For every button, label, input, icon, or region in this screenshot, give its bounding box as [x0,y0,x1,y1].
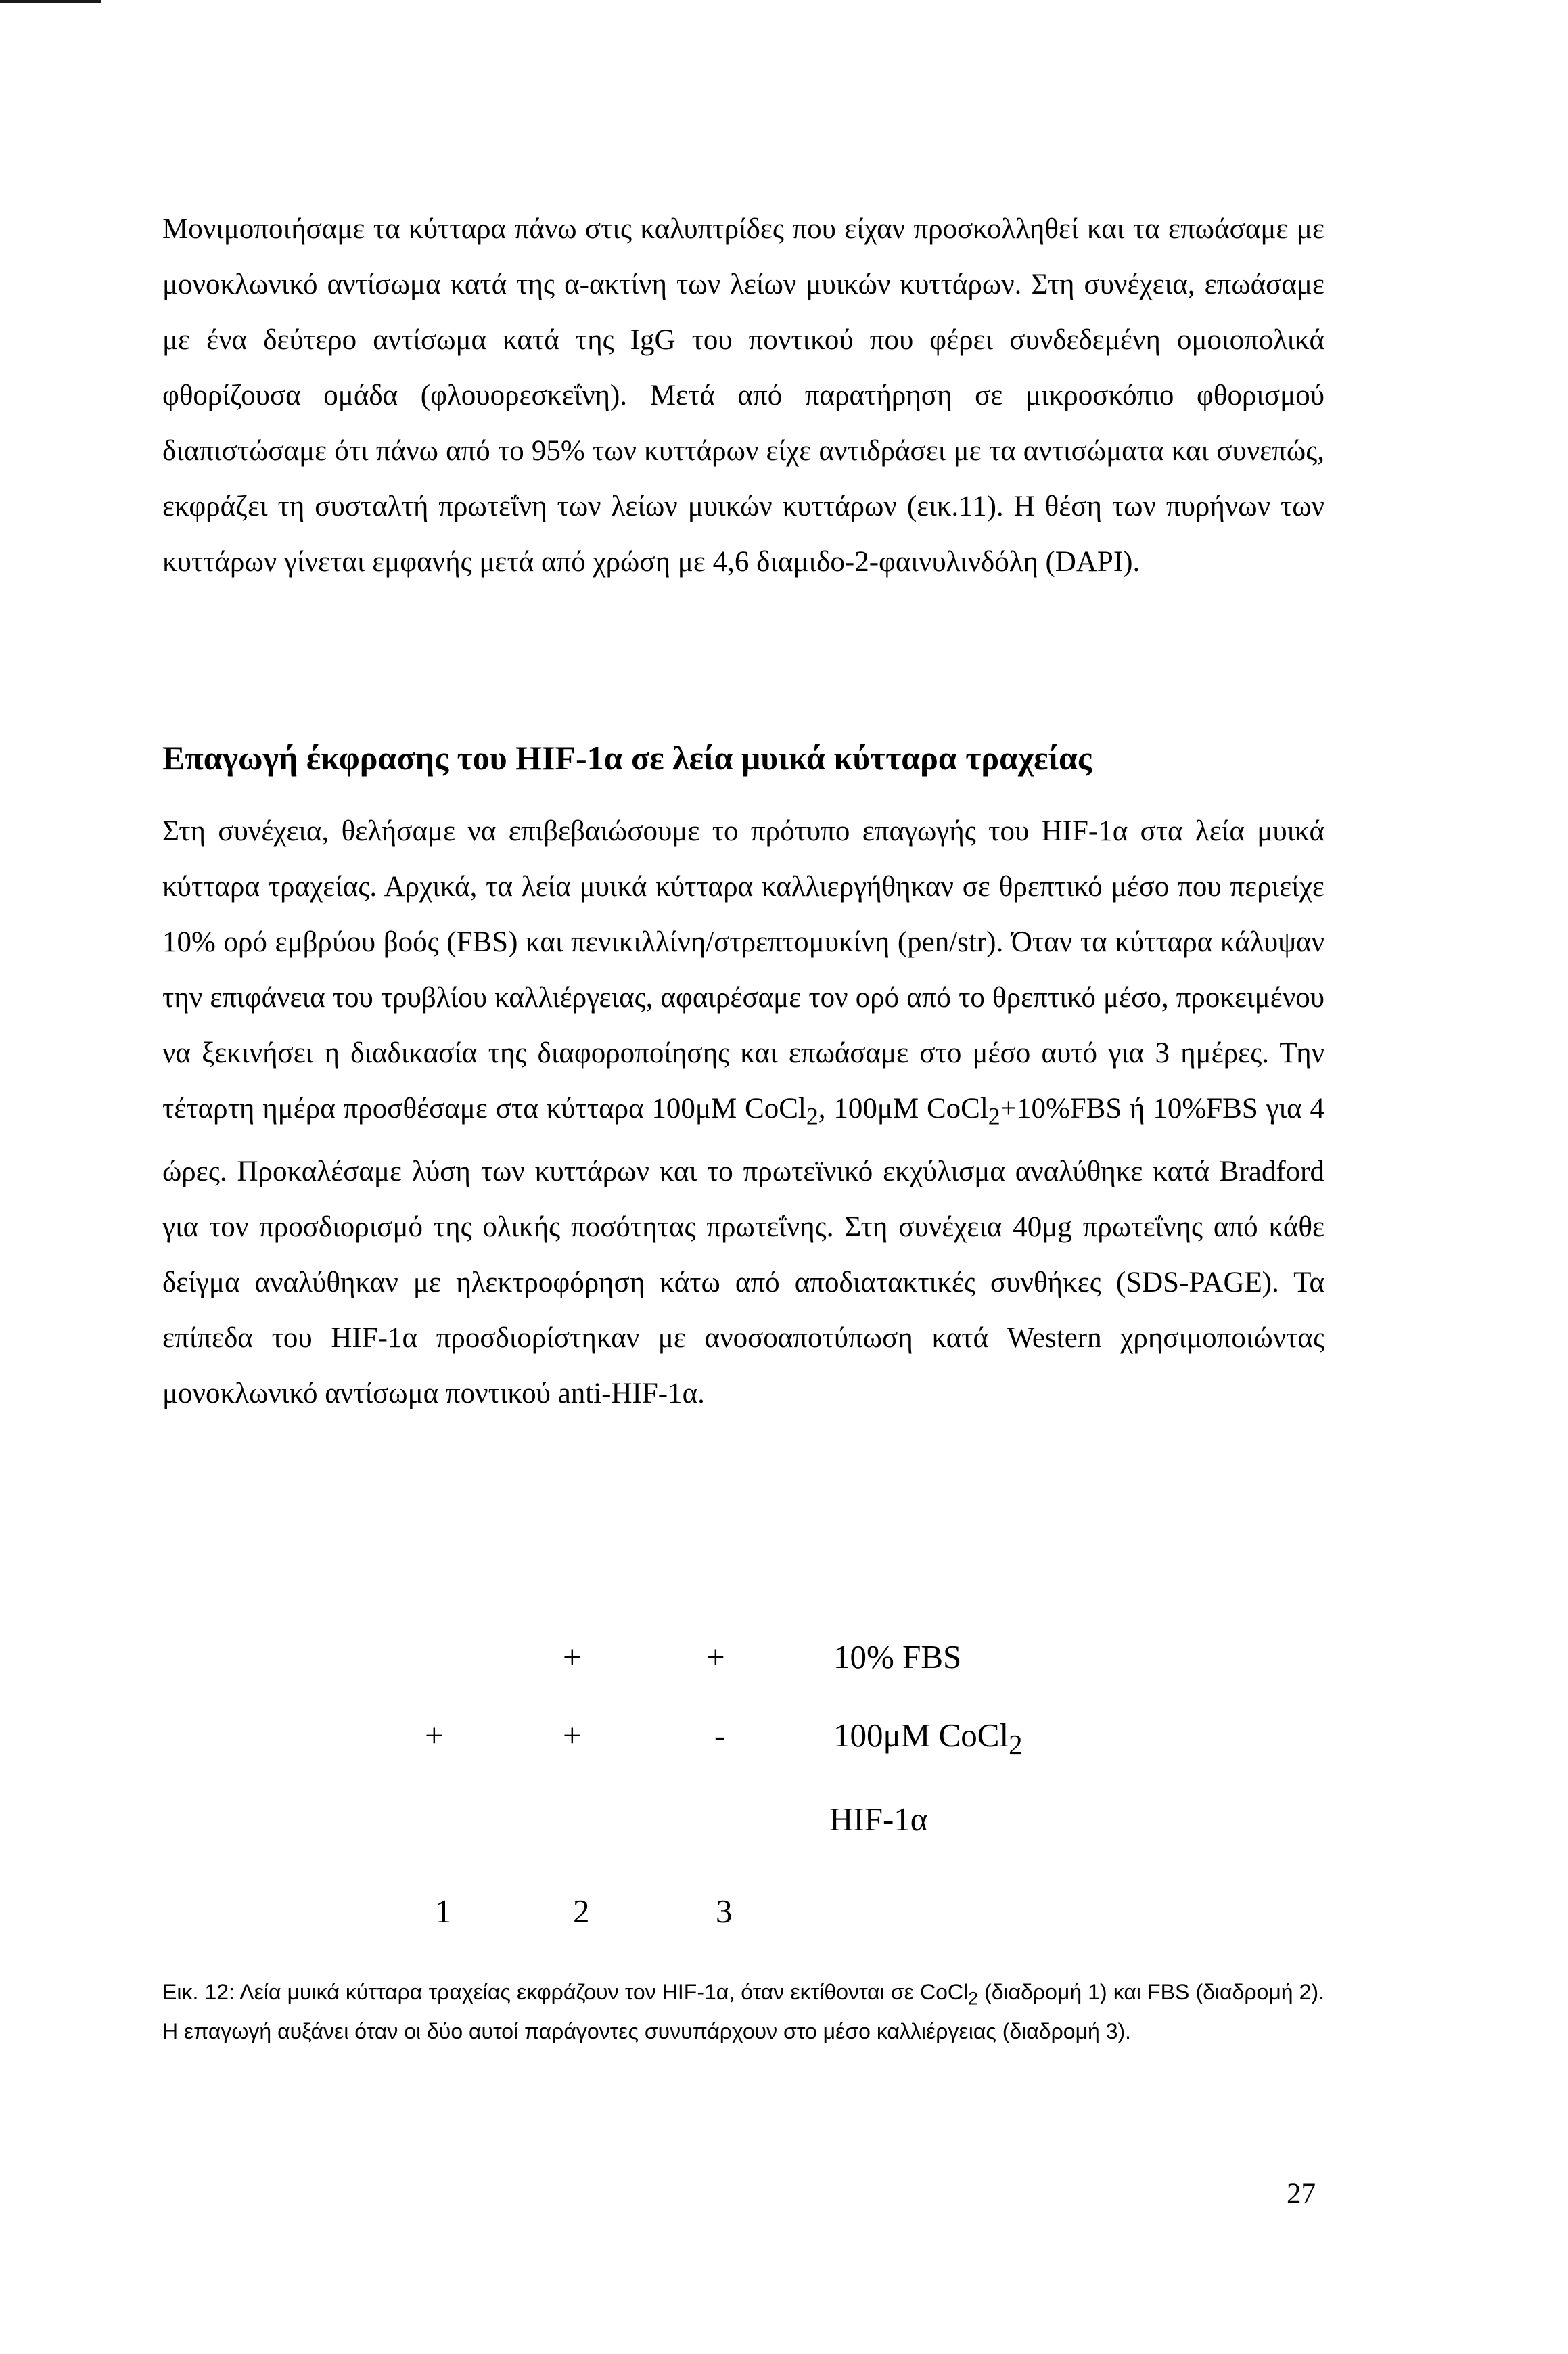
paragraph-text: Στη συνέχεια, θελήσαμε να επιβεβαιώσουμε το πρότυπο επαγωγής του HIF-1α στα λεία μυικά κύτταρα τραχείας. Αρχικά, τα λεία μυικά κύτταρα καλλιεργήθηκαν σε θρεπτικό μέσο που περιείχε 10% ορό εμβρύου βοός (FBS) και πενικιλλίνη/στρεπτομυκίνη (pen/str). Όταν τα κύτταρα κάλυψαν την επιφάνεια του τρυβλίου καλλιέργειας, αφαιρέσαμε τον ορό από το θρεπτικό μέσο, προκειμένου να ξεκινήσει η διαδικασία της διαφοροποίησης και επωάσαμε στο μέσο αυτό για 3 ημέρες. Την τέταρτη ημέρα προσθέσαμε στα κύτταρα 100μΜ CoCl [162,815,1324,1125]
cocl2-row-label [833,1716,1023,1761]
band-label: HIF-1α [829,1801,928,1838]
cocl2-mark-lane-3: - [714,1717,726,1754]
paragraph-text: , 100μΜ CoCl [818,1093,988,1125]
page-number: 27 [1287,2178,1316,2210]
cocl2-mark-lane-2: + [563,1717,582,1754]
figure-caption [162,1976,1324,2048]
caption-label: Εικ. 12 [162,1980,229,2004]
subscript: 2 [1009,1729,1023,1760]
cocl2-mark-lane-1: + [425,1717,444,1754]
caption-text: (διαδρομή 1) και FBS (διαδρομή 2). Η επαγωγή αυξάνει όταν οι δύο αυτοί παράγοντες συνυπάρχουν στο μέσο καλλιέργειας (διαδρομή 3). [162,1980,1324,2044]
caption-text: : Λεία μυικά κύτταρα τραχείας εκφράζουν τον HIF-1α, όταν εκτίθονται σε CoCl [229,1980,969,2004]
scan-edge-mark [0,0,101,3]
subscript: 2 [988,1102,1000,1130]
fbs-row-label: 10% FBS [833,1638,962,1675]
subscript: 2 [806,1102,818,1130]
western-blot-figure [0,1637,1568,1962]
fbs-mark-lane-3: + [706,1638,725,1675]
paragraph-text: +10%FBS ή 10%FBS για 4 ώρες. Προκαλέσαμε λύση των κυττάρων και το πρωτεϊνικό εκχύλισμα αναλύθηκε κατά Bradford για τον προσδιορισμό της ολικής ποσότητας πρωτεΐνης. Στη συνέχεια 40μg πρωτεΐνης από κάθε δείγμα αναλύθηκαν με ηλεκτροφόρηση κάτω από αποδιατακτικές συνθήκες (SDS-PAGE). Τα επίπεδα του HIF-1α προσδιορίστηκαν με ανοσοαποτύπωση κατά Western χρησιμοποιώντας μονοκλωνικό αντίσωμα ποντικού anti-HIF-1α. [162,1093,1324,1409]
lane-number-3: 3 [716,1893,733,1930]
paragraph-hif-induction [162,804,1324,1422]
paragraph-immunofluorescence: Μονιμοποιήσαμε τα κύτταρα πάνω στις καλυπτρίδες που είχαν προσκολληθεί και τα επωάσαμε με μονοκλωνικό αντίσωμα κατά της α-ακτίνη των λείων μυικών κυττάρων. Στη συνέχεια, επωάσαμε με ένα δεύτερο αντίσωμα κατά της IgG του ποντικού που φέρει συνδεδεμένη ομοιοπολικά φθορίζουσα ομάδα (φλουορεσκεΐνη). Μετά από παρατήρηση σε μικροσκόπιο φθορισμού διαπιστώσαμε ότι πάνω από το 95% των κυττάρων είχε αντιδράσει με τα αντισώματα και συνεπώς, εκφράζει τη συσταλτή πρωτεΐνη των λείων μυικών κυττάρων (εικ.11). Η θέση των πυρήνων των κυττάρων γίνεται εμφανής μετά από χρώση με 4,6 διαμιδο-2-φαινυλινδόλη (DAPI). [162,213,1324,578]
lane-number-1: 1 [435,1893,452,1930]
lane-number-2: 2 [573,1893,590,1930]
subscript: 2 [968,1988,978,2009]
cocl2-label-text: 100μM CoCl [833,1717,1009,1754]
fbs-mark-lane-2: + [563,1638,582,1675]
section-heading: Επαγωγή έκφρασης του HIF-1α σε λεία μυικά κύτταρα τραχείας [162,739,1092,777]
